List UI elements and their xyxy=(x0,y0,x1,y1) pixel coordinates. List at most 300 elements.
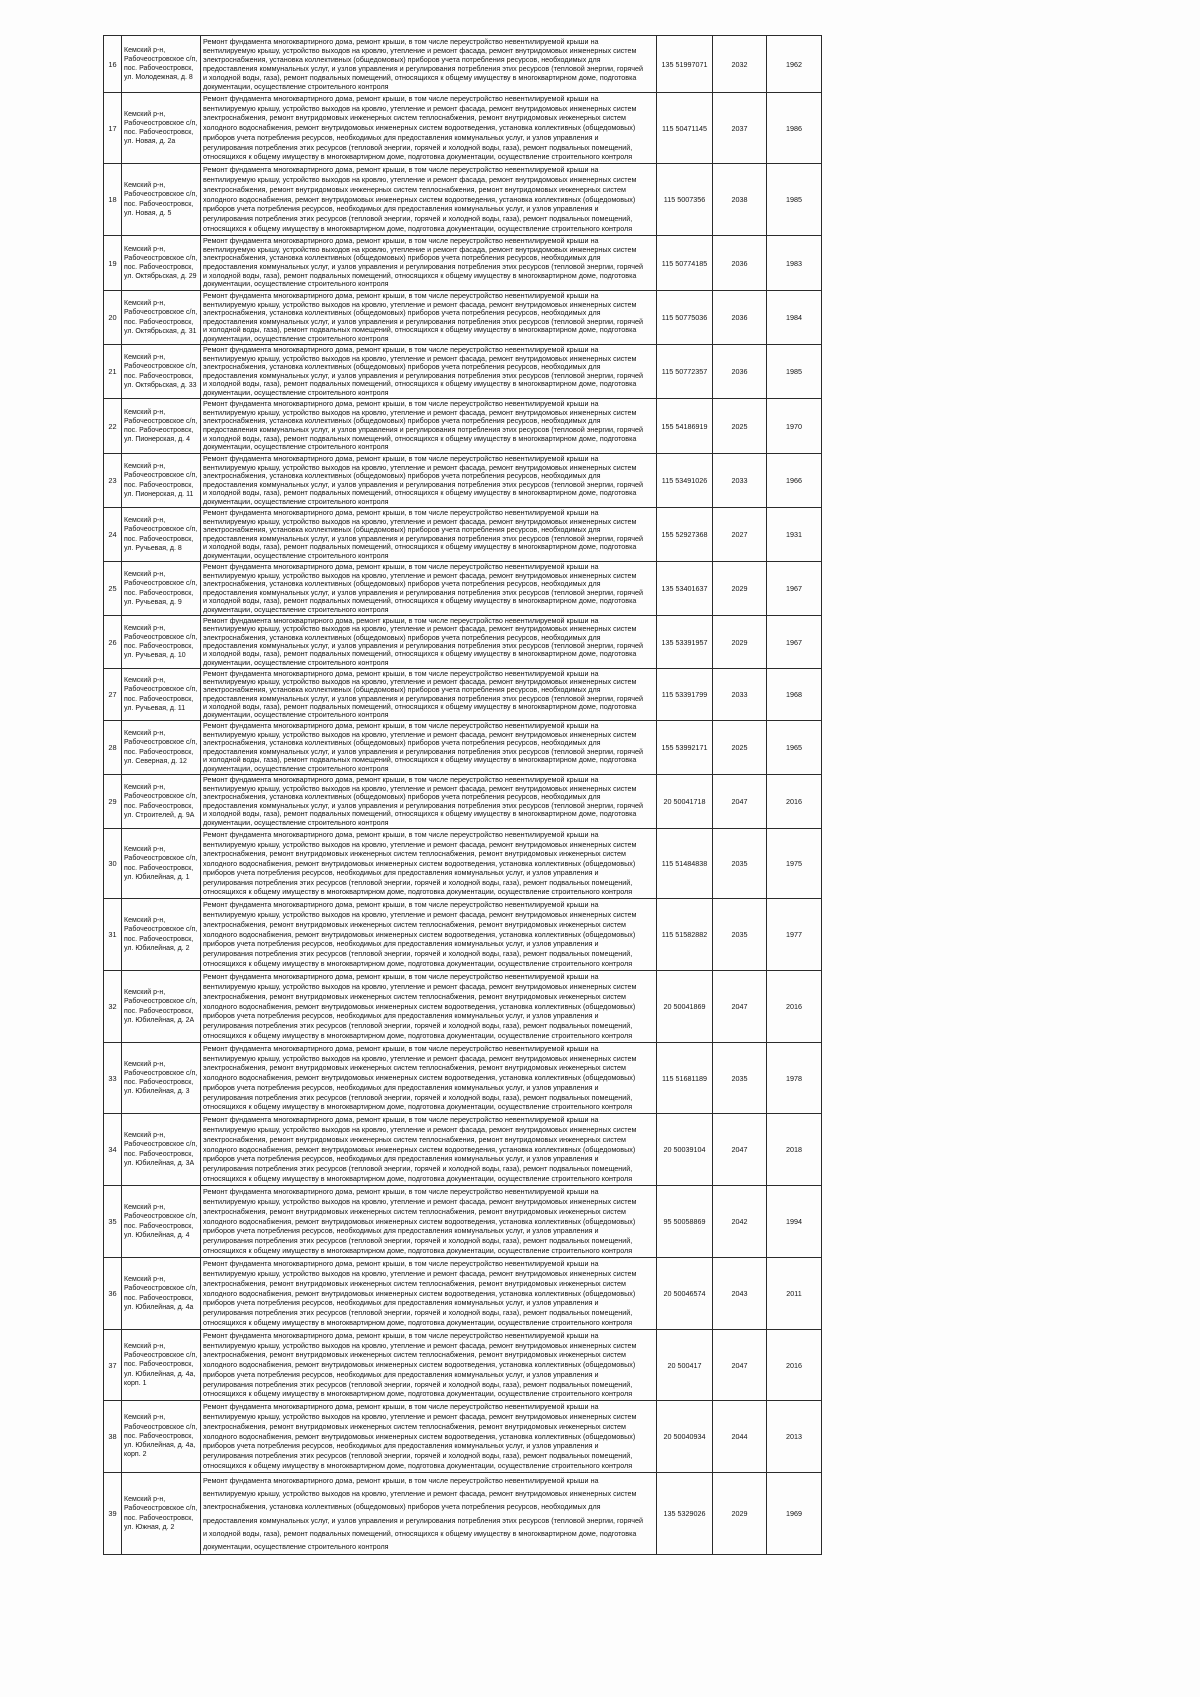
works-line: вентилируемую крышу, устройство выходов на кровлю, утепление и ремонт фасада, ремонт внутридомовых инженерных систем xyxy=(203,1124,637,1134)
works-line: регулирования потребления этих ресурсов (тепловой энергии, горячей и холодной воды, газа), ремонт подвальных помещений, xyxy=(203,1164,633,1174)
address-line: Рабочеостровское с/п, xyxy=(124,1285,198,1293)
address-line: Рабочеостровское с/п, xyxy=(124,686,198,694)
amount-cell: 155 53992171 xyxy=(657,721,713,774)
address-line: ул. Юбилейная, д. 3А xyxy=(124,1159,195,1167)
works-line: приборов учета потребления ресурсов, необходимых для предоставления коммунальных услуг, и узлов управления и xyxy=(203,204,599,214)
address-line: пос. Рабочеостровск, xyxy=(124,748,194,756)
works-description-cell xyxy=(201,1043,657,1113)
works-line: приборов учета потребления ресурсов, необходимых для предоставления коммунальных услуг, и узлов управления и xyxy=(203,1154,599,1164)
address-line: Кемский р-н, xyxy=(124,182,166,190)
table-row xyxy=(104,1043,822,1114)
works-line: электроснабжения, ремонт внутридомовых инженерных систем теплоснабжения, ремонт внутридомовых инженерных систем xyxy=(203,184,626,194)
works-line: Ремонт фундамента многоквартирного дома, ремонт крыши, в том числе переустройство невентилируемой крыши на xyxy=(203,1475,599,1485)
works-line: предоставления коммунальных услуг, и узлов управления и регулирования потребления этих ресурсов (тепловой энергии, горячей xyxy=(203,694,644,703)
address-line: Кемский р-н, xyxy=(124,917,166,925)
works-line: документации, осуществление строительного контроля xyxy=(203,710,389,719)
amount-cell: 20 50041869 xyxy=(657,971,713,1042)
works-line: регулирования потребления этих ресурсов (тепловой энергии, горячей и холодной воды, газа), ремонт подвальных помещений, xyxy=(203,1379,633,1389)
works-description-cell xyxy=(201,829,657,898)
built-year-cell: 1962 xyxy=(767,36,822,92)
planned-year-cell: 2036 xyxy=(713,236,767,290)
works-line: относящихся к общему имуществу в многоквартирном доме, подготовка документации, осуществление строительного контроля xyxy=(203,887,633,897)
works-line: регулирования потребления этих ресурсов (тепловой энергии, горячей и холодной воды, газа), ремонт подвальных помещений, xyxy=(203,214,633,224)
works-line: относящихся к общему имуществу в многоквартирном доме, подготовка документации, осуществление строительного контроля xyxy=(203,1031,633,1041)
address-line: корп. 1 xyxy=(124,1379,147,1387)
planned-year-cell: 2033 xyxy=(713,454,767,507)
works-line: документации, осуществление строительного контроля xyxy=(203,818,389,827)
address-line: ул. Ручьевая, д. 9 xyxy=(124,598,182,606)
address-line: Рабочеостровское с/п, xyxy=(124,855,198,863)
works-description-cell xyxy=(201,454,657,507)
works-line: Ремонт фундамента многоквартирного дома, ремонт крыши, в том числе переустройство невентилируемой крыши на xyxy=(203,455,599,463)
works-line: холодного водоснабжения, ремонт внутридомовых инженерных систем водоотведения, установка коллективных (общедомовых) xyxy=(203,1216,636,1226)
works-line: предоставления коммунальных услуг, и узлов управления и регулирования потребления этих ресурсов (тепловой энергии, горячей xyxy=(203,263,644,271)
address-cell xyxy=(122,562,201,615)
amount-cell: 95 50058869 xyxy=(657,1186,713,1257)
address-line: пос. Рабочеостровск, xyxy=(124,535,194,543)
address-line: Рабочеостровское с/п, xyxy=(124,472,198,480)
address-line: пос. Рабочеостровск, xyxy=(124,65,194,72)
address-line: ул. Октябрьская, д. 29 xyxy=(124,273,197,281)
works-line: электроснабжения, установка коллективных (общедомовых) приборов учета потребления ресурсов, необходимых для xyxy=(203,417,601,426)
works-line: Ремонт фундамента многоквартирного дома, ремонт крыши, в том числе переустройство невентилируемой крыши на xyxy=(203,563,599,571)
table-row xyxy=(104,616,822,669)
address-line: пос. Рабочеостровск, xyxy=(124,643,194,650)
row-number: 34 xyxy=(104,1114,122,1185)
address-line: Рабочеостровское с/п, xyxy=(124,191,198,199)
amount-cell: 115 51582882 xyxy=(657,899,713,970)
built-year-cell: 1985 xyxy=(767,345,822,398)
address-line: пос. Рабочеостровск, xyxy=(124,1361,194,1369)
amount-cell: 115 51681189 xyxy=(657,1043,713,1113)
works-line: приборов учета потребления ресурсов, необходимых для предоставления коммунальных услуг, и узлов управления и xyxy=(203,1298,599,1308)
built-year-cell: 1994 xyxy=(767,1186,822,1257)
planned-year-cell: 2035 xyxy=(713,829,767,898)
built-year-cell: 1985 xyxy=(767,164,822,235)
row-number: 25 xyxy=(104,562,122,615)
works-line: предоставления коммунальных услуг, и узлов управления и регулирования потребления этих ресурсов (тепловой энергии, горячей xyxy=(203,534,644,543)
row-number: 17 xyxy=(104,93,122,163)
address-line: ул. Юбилейная, д. 4 xyxy=(124,1231,190,1239)
planned-year-cell: 2035 xyxy=(713,899,767,970)
address-line: пос. Рабочеостровск, xyxy=(124,1079,194,1086)
works-line: вентилируемую крышу, устройство выходов на кровлю, утепление и ремонт фасада, ремонт внутридомовых инженерных систем xyxy=(203,981,637,991)
works-line: вентилируемую крышу, устройство выходов на кровлю, утепление и ремонт фасада, ремонт внутридомовых инженерных систем xyxy=(203,174,637,184)
amount-cell: 115 5007356 xyxy=(657,164,713,235)
table-row xyxy=(104,1473,822,1555)
works-line: вентилируемую крышу, устройство выходов на кровлю, утепление и ремонт фасада, ремонт внутридомовых инженерных систем xyxy=(203,625,637,634)
address-cell xyxy=(122,1186,201,1257)
address-line: пос. Рабочеостровск, xyxy=(124,1007,194,1015)
row-number: 18 xyxy=(104,164,122,235)
row-number: 30 xyxy=(104,829,122,898)
address-line: Кемский р-н, xyxy=(124,730,166,738)
works-line: вентилируемую крышу, устройство выходов на кровлю, утепление и ремонт фасада, ремонт внутридомовых инженерных систем xyxy=(203,354,637,363)
works-line: электроснабжения, установка коллективных (общедомовых) приборов учета потребления ресурсов, необходимых для xyxy=(203,472,601,480)
row-number: 23 xyxy=(104,454,122,507)
planned-year-cell: 2044 xyxy=(713,1401,767,1472)
built-year-cell: 1978 xyxy=(767,1043,822,1113)
built-year-cell: 1969 xyxy=(767,1473,822,1554)
table-row xyxy=(104,1258,822,1330)
address-line: Рабочеостровское с/п, xyxy=(124,1352,198,1360)
address-line: ул. Юбилейная, д. 2 xyxy=(124,944,190,952)
works-line: и холодной воды, газа), ремонт подвальных помещений, относящихся к общему имуществу в многоквартирном доме, подготовка xyxy=(203,1528,637,1538)
planned-year-cell: 2043 xyxy=(713,1258,767,1329)
works-line: электроснабжения, установка коллективных (общедомовых) приборов учета потребления ресурсов, необходимых для xyxy=(203,363,601,371)
works-line: вентилируемую крышу, устройство выходов на кровлю, утепление и ремонт фасада, ремонт внутридомовых инженерных систем xyxy=(203,1411,637,1421)
works-line: Ремонт фундамента многоквартирного дома, ремонт крыши, в том числе переустройство невентилируемой крыши на xyxy=(203,1043,599,1053)
works-line: и холодной воды, газа), ремонт подвальных помещений, относящихся к общему имуществу в многоквартирном доме, подготовка xyxy=(203,810,637,818)
address-line: Рабочеостровское с/п, xyxy=(124,1069,198,1077)
planned-year-cell: 2025 xyxy=(713,721,767,774)
works-line: Ремонт фундамента многоквартирного дома, ремонт крыши, в том числе переустройство невентилируемой крыши на xyxy=(203,617,599,626)
planned-year-cell: 2047 xyxy=(713,1114,767,1185)
works-line: относящихся к общему имуществу в многоквартирном доме, подготовка документации, осуществление строительного контроля xyxy=(203,1246,633,1256)
works-line: вентилируемую крышу, устройство выходов на кровлю, утепление и ремонт фасада, ремонт внутридомовых инженерных систем xyxy=(203,784,637,793)
row-number: 33 xyxy=(104,1043,122,1113)
amount-cell: 115 51484838 xyxy=(657,829,713,898)
address-line: ул. Ручьевая, д. 10 xyxy=(124,652,186,660)
address-cell xyxy=(122,164,201,235)
works-line: регулирования потребления этих ресурсов (тепловой энергии, горячей и холодной воды, газа), ремонт подвальных помещений, xyxy=(203,949,633,959)
address-line: Рабочеостровское с/п, xyxy=(124,1423,198,1431)
address-cell xyxy=(122,236,201,290)
works-line: и холодной воды, газа), ремонт подвальных помещений, относящихся к общему имуществу в многоквартирном доме, подготовка xyxy=(203,380,637,388)
works-line: Ремонт фундамента многоквартирного дома, ремонт крыши, в том числе переустройство невентилируемой крыши на xyxy=(203,1330,599,1340)
works-description-cell xyxy=(201,164,657,235)
address-line: пос. Рабочеостровск, xyxy=(124,1222,194,1230)
address-line: Рабочеостровское с/п, xyxy=(124,926,198,934)
address-line: Кемский р-н, xyxy=(124,846,166,854)
planned-year-cell: 2035 xyxy=(713,1043,767,1113)
built-year-cell: 2016 xyxy=(767,775,822,828)
address-line: Рабочеостровское с/п, xyxy=(124,363,198,371)
amount-cell: 155 52927368 xyxy=(657,508,713,561)
address-line: пос. Рабочеостровск, xyxy=(124,695,194,703)
address-line: Кемский р-н, xyxy=(124,571,166,579)
works-line: и холодной воды, газа), ремонт подвальных помещений, относящихся к общему имуществу в многоквартирном доме, подготовка xyxy=(203,543,637,551)
works-description-cell xyxy=(201,562,657,615)
works-line: Ремонт фундамента многоквартирного дома, ремонт крыши, в том числе переустройство невентилируемой крыши на xyxy=(203,669,599,678)
built-year-cell: 1967 xyxy=(767,616,822,668)
works-line: холодного водоснабжения, ремонт внутридомовых инженерных систем водоотведения, установка коллективных (общедомовых) xyxy=(203,1288,636,1298)
works-line: холодного водоснабжения, ремонт внутридомовых инженерных систем водоотведения, установка коллективных (общедомовых) xyxy=(203,929,636,939)
table-row xyxy=(104,562,822,616)
address-line: Кемский р-н, xyxy=(124,354,166,362)
address-line: Кемский р-н, xyxy=(124,245,166,253)
works-line: вентилируемую крышу, устройство выходов на кровлю, утепление и ремонт фасада, ремонт внутридомовых инженерных систем xyxy=(203,103,637,113)
works-line: документации, осуществление строительного контроля xyxy=(203,334,389,343)
works-line: относящихся к общему имуществу в многоквартирном доме, подготовка документации, осуществление строительного контроля xyxy=(203,1461,633,1471)
works-line: электроснабжения, ремонт внутридомовых инженерных систем теплоснабжения, ремонт внутридомовых инженерных систем xyxy=(203,1134,626,1144)
address-line: Рабочеостровское с/п, xyxy=(124,1141,198,1149)
amount-cell: 20 50040934 xyxy=(657,1401,713,1472)
works-line: холодного водоснабжения, ремонт внутридомовых инженерных систем водоотведения, установка коллективных (общедомовых) xyxy=(203,1360,636,1370)
built-year-cell: 2011 xyxy=(767,1258,822,1329)
address-line: Кемский р-н, xyxy=(124,1204,166,1212)
row-number: 37 xyxy=(104,1330,122,1400)
planned-year-cell: 2047 xyxy=(713,775,767,828)
works-line: электроснабжения, установка коллективных (общедомовых) приборов учета потребления ресурсов, необходимых для xyxy=(203,309,601,317)
address-line: пос. Рабочеостровск, xyxy=(124,318,194,326)
built-year-cell: 1967 xyxy=(767,562,822,615)
works-line: вентилируемую крышу, устройство выходов на кровлю, утепление и ремонт фасада, ремонт внутридомовых инженерных систем xyxy=(203,463,637,472)
works-line: Ремонт фундамента многоквартирного дома, ремонт крыши, в том числе переустройство невентилируемой крыши на xyxy=(203,1401,599,1411)
row-number: 29 xyxy=(104,775,122,828)
address-line: корп. 2 xyxy=(124,1451,147,1459)
works-line: относящихся к общему имуществу в многоквартирном доме, подготовка документации, осуществление строительного контроля xyxy=(203,224,633,234)
table-row xyxy=(104,1186,822,1258)
address-line: Рабочеостровское с/п, xyxy=(124,580,198,588)
address-cell xyxy=(122,345,201,398)
works-line: холодного водоснабжения, ремонт внутридомовых инженерных систем водоотведения, установка коллективных (общедомовых) xyxy=(203,1431,636,1441)
address-line: ул. Юбилейная, д. 4а xyxy=(124,1303,194,1311)
address-line: Рабочеостровское с/п, xyxy=(124,739,198,747)
works-line: и холодной воды, газа), ремонт подвальных помещений, относящихся к общему имуществу в многоквартирном доме, подготовка xyxy=(203,434,637,443)
works-line: регулирования потребления этих ресурсов (тепловой энергии, горячей и холодной воды, газа), ремонт подвальных помещений, xyxy=(203,1021,633,1031)
works-description-cell xyxy=(201,36,657,92)
works-line: документации, осуществление строительного контроля xyxy=(203,443,389,452)
works-description-cell xyxy=(201,508,657,561)
works-line: электроснабжения, ремонт внутридомовых инженерных систем теплоснабжения, ремонт внутридомовых инженерных систем xyxy=(203,1350,626,1360)
address-line: ул. Ручьевая, д. 8 xyxy=(124,544,182,552)
address-line: Рабочеостровское с/п, xyxy=(124,309,198,317)
built-year-cell: 2013 xyxy=(767,1401,822,1472)
address-line: пос. Рабочеостровск, xyxy=(124,481,194,489)
address-line: Кемский р-н, xyxy=(124,463,166,471)
works-line: приборов учета потребления ресурсов, необходимых для предоставления коммунальных услуг, и узлов управления и xyxy=(203,1082,599,1092)
amount-cell: 135 53401637 xyxy=(657,562,713,615)
works-line: документации, осуществление строительного контроля xyxy=(203,658,389,667)
built-year-cell: 1975 xyxy=(767,829,822,898)
planned-year-cell: 2042 xyxy=(713,1186,767,1257)
row-number: 32 xyxy=(104,971,122,1042)
works-line: Ремонт фундамента многоквартирного дома, ремонт крыши, в том числе переустройство невентилируемой крыши на xyxy=(203,722,599,730)
address-line: ул. Новая, д. 2а xyxy=(124,138,176,146)
works-line: документации, осуществление строительного контроля xyxy=(203,388,389,397)
table-row xyxy=(104,454,822,508)
row-number: 35 xyxy=(104,1186,122,1257)
address-line: ул. Новая, д. 5 xyxy=(124,209,172,217)
planned-year-cell: 2029 xyxy=(713,562,767,615)
planned-year-cell: 2037 xyxy=(713,93,767,163)
works-line: предоставления коммунальных услуг, и узлов управления и регулирования потребления этих ресурсов (тепловой энергии, горячей xyxy=(203,642,644,650)
address-line: Рабочеостровское с/п, xyxy=(124,417,198,425)
address-line: Рабочеостровское с/п, xyxy=(124,998,198,1006)
built-year-cell: 1968 xyxy=(767,669,822,720)
works-line: приборов учета потребления ресурсов, необходимых для предоставления коммунальных услуг, и узлов управления и xyxy=(203,1441,599,1451)
works-line: вентилируемую крышу, устройство выходов на кровлю, утепление и ремонт фасада, ремонт внутридомовых инженерных систем xyxy=(203,46,637,55)
works-line: приборов учета потребления ресурсов, необходимых для предоставления коммунальных услуг, и узлов управления и xyxy=(203,1226,599,1236)
address-line: ул. Молодежная, д. 8 xyxy=(124,74,193,82)
address-line: Кемский р-н, xyxy=(124,110,166,118)
table-row xyxy=(104,721,822,775)
address-line: ул. Юбилейная, д. 3 xyxy=(124,1088,190,1096)
works-line: холодного водоснабжения, ремонт внутридомовых инженерных систем водоотведения, установка коллективных (общедомовых) xyxy=(203,1144,636,1154)
address-line: пос. Рабочеостровск, xyxy=(124,264,194,271)
table-row xyxy=(104,36,822,93)
planned-year-cell: 2027 xyxy=(713,508,767,561)
works-line: холодного водоснабжения, ремонт внутридомовых инженерных систем водоотведения, установка коллективных (общедомовых) xyxy=(203,123,636,133)
address-line: Кемский р-н, xyxy=(124,517,166,525)
built-year-cell: 1977 xyxy=(767,899,822,970)
planned-year-cell: 2036 xyxy=(713,291,767,344)
works-line: вентилируемую крышу, устройство выходов на кровлю, утепление и ремонт фасада, ремонт внутридомовых инженерных систем xyxy=(203,1053,637,1063)
amount-cell: 20 50046574 xyxy=(657,1258,713,1329)
address-line: ул. Строителей, д. 9А xyxy=(124,811,195,819)
table-row xyxy=(104,291,822,345)
works-line: электроснабжения, установка коллективных (общедомовых) приборов учета потребления ресурсов, необходимых для xyxy=(203,1502,601,1512)
works-line: электроснабжения, ремонт внутридомовых инженерных систем теплоснабжения, ремонт внутридомовых инженерных систем xyxy=(203,1206,626,1216)
address-cell xyxy=(122,1401,201,1472)
address-cell xyxy=(122,93,201,163)
table-row xyxy=(104,236,822,291)
works-description-cell xyxy=(201,291,657,344)
address-line: ул. Юбилейная, д. 4а, xyxy=(124,1442,196,1450)
table-row xyxy=(104,164,822,236)
address-line: Рабочеостровское с/п, xyxy=(124,254,198,262)
address-line: Кемский р-н, xyxy=(124,624,166,632)
works-line: холодного водоснабжения, ремонт внутридомовых инженерных систем водоотведения, установка коллективных (общедомовых) xyxy=(203,1073,636,1083)
address-line: Кемский р-н, xyxy=(124,1132,166,1140)
address-line: Рабочеостровское с/п, xyxy=(124,119,198,127)
works-line: предоставления коммунальных услуг, и узлов управления и регулирования потребления этих ресурсов (тепловой энергии, горячей xyxy=(203,801,644,810)
works-line: относящихся к общему имуществу в многоквартирном доме, подготовка документации, осуществление строительного контроля xyxy=(203,1102,633,1112)
table-row xyxy=(104,1401,822,1473)
address-line: Кемский р-н, xyxy=(124,784,166,792)
works-line: документации, осуществление строительного контроля xyxy=(203,1541,389,1551)
address-cell xyxy=(122,616,201,668)
amount-cell: 135 53391957 xyxy=(657,616,713,668)
works-line: вентилируемую крышу, устройство выходов на кровлю, утепление и ремонт фасада, ремонт внутридомовых инженерных систем xyxy=(203,1340,637,1350)
address-cell xyxy=(122,1258,201,1329)
address-line: ул. Южная, д. 2 xyxy=(124,1523,175,1531)
address-cell xyxy=(122,669,201,720)
address-cell xyxy=(122,399,201,453)
table-row xyxy=(104,899,822,971)
table-row xyxy=(104,669,822,721)
built-year-cell: 1984 xyxy=(767,291,822,344)
address-cell xyxy=(122,508,201,561)
works-line: относящихся к общему имуществу в многоквартирном доме, подготовка документации, осуществление строительного контроля xyxy=(203,959,633,969)
amount-cell: 135 51997071 xyxy=(657,36,713,92)
address-line: Кемский р-н, xyxy=(124,1276,166,1284)
works-line: регулирования потребления этих ресурсов (тепловой энергии, горячей и холодной воды, газа), ремонт подвальных помещений, xyxy=(203,1236,633,1246)
row-number: 19 xyxy=(104,236,122,290)
works-line: Ремонт фундамента многоквартирного дома, ремонт крыши, в том числе переустройство невентилируемой крыши на xyxy=(203,971,599,981)
address-cell xyxy=(122,971,201,1042)
table-row xyxy=(104,1114,822,1186)
built-year-cell: 1986 xyxy=(767,93,822,163)
table-row xyxy=(104,508,822,562)
works-line: документации, осуществление строительного контроля xyxy=(203,764,389,773)
works-description-cell xyxy=(201,1114,657,1185)
built-year-cell: 2016 xyxy=(767,1330,822,1400)
address-cell xyxy=(122,1043,201,1113)
row-number: 20 xyxy=(104,291,122,344)
works-line: документации, осуществление строительного контроля xyxy=(203,497,389,506)
works-line: предоставления коммунальных услуг, и узлов управления и регулирования потребления этих ресурсов (тепловой энергии, горячей xyxy=(203,426,644,434)
built-year-cell: 1931 xyxy=(767,508,822,561)
address-cell xyxy=(122,1330,201,1400)
address-line: Рабочеостровское с/п, xyxy=(124,1213,198,1221)
planned-year-cell: 2047 xyxy=(713,971,767,1042)
works-line: предоставления коммунальных услуг, и узлов управления и регулирования потребления этих ресурсов (тепловой энергии, горячей xyxy=(203,747,644,756)
planned-year-cell: 2032 xyxy=(713,36,767,92)
planned-year-cell: 2038 xyxy=(713,164,767,235)
works-line: и холодной воды, газа), ремонт подвальных помещений, относящихся к общему имуществу в многоквартирном доме, подготовка xyxy=(203,489,637,497)
works-line: Ремонт фундамента многоквартирного дома, ремонт крыши, в том числе переустройство невентилируемой крыши на xyxy=(203,399,599,408)
works-line: документации, осуществление строительного контроля xyxy=(203,551,389,560)
address-cell xyxy=(122,454,201,507)
works-description-cell xyxy=(201,1258,657,1329)
address-line: Кемский р-н, xyxy=(124,1496,166,1504)
table-row xyxy=(104,971,822,1043)
address-line: Кемский р-н, xyxy=(124,1414,166,1422)
works-description-cell xyxy=(201,721,657,774)
works-line: Ремонт фундамента многоквартирного дома, ремонт крыши, в том числе переустройство невентилируемой крыши на xyxy=(203,236,599,245)
works-line: электроснабжения, ремонт внутридомовых инженерных систем теплоснабжения, ремонт внутридомовых инженерных систем xyxy=(203,1421,626,1431)
works-description-cell xyxy=(201,1401,657,1472)
works-line: регулирования потребления этих ресурсов (тепловой энергии, горячей и холодной воды, газа), ремонт подвальных помещений, xyxy=(203,142,633,152)
works-line: электроснабжения, установка коллективных (общедомовых) приборов учета потребления ресурсов, необходимых для xyxy=(203,633,601,642)
address-line: пос. Рабочеостровск, xyxy=(124,1514,194,1522)
works-line: электроснабжения, установка коллективных (общедомовых) приборов учета потребления ресурсов, необходимых для xyxy=(203,55,601,64)
works-line: Ремонт фундамента многоквартирного дома, ремонт крыши, в том числе переустройство невентилируемой крыши на xyxy=(203,1258,599,1268)
works-line: вентилируемую крышу, устройство выходов на кровлю, утепление и ремонт фасада, ремонт внутридомовых инженерных систем xyxy=(203,678,637,687)
address-line: пос. Рабочеостровск, xyxy=(124,1150,194,1158)
works-line: вентилируемую крышу, устройство выходов на кровлю, утепление и ремонт фасада, ремонт внутридомовых инженерных систем xyxy=(203,245,637,254)
works-line: относящихся к общему имуществу в многоквартирном доме, подготовка документации, осуществление строительного контроля xyxy=(203,1318,633,1328)
works-line: Ремонт фундамента многоквартирного дома, ремонт крыши, в том числе переустройство невентилируемой крыши на xyxy=(203,829,599,839)
address-line: Рабочеостровское с/п, xyxy=(124,55,198,63)
address-line: Кемский р-н, xyxy=(124,677,166,685)
amount-cell: 115 50774185 xyxy=(657,236,713,290)
address-line: Кемский р-н, xyxy=(124,1342,166,1350)
works-line: предоставления коммунальных услуг, и узлов управления и регулирования потребления этих ресурсов (тепловой энергии, горячей xyxy=(203,317,644,326)
works-table xyxy=(103,35,822,1555)
table-row xyxy=(104,1330,822,1401)
works-line: холодного водоснабжения, ремонт внутридомовых инженерных систем водоотведения, установка коллективных (общедомовых) xyxy=(203,858,636,868)
works-line: приборов учета потребления ресурсов, необходимых для предоставления коммунальных услуг, и узлов управления и xyxy=(203,939,599,949)
works-line: документации, осуществление строительного контроля xyxy=(203,605,389,614)
table-row xyxy=(104,775,822,829)
works-line: вентилируемую крышу, устройство выходов на кровлю, утепление и ремонт фасада, ремонт внутридомовых инженерных систем xyxy=(203,730,637,739)
works-line: и холодной воды, газа), ремонт подвальных помещений, относящихся к общему имуществу в многоквартирном доме, подготовка xyxy=(203,702,637,711)
row-number: 26 xyxy=(104,616,122,668)
works-line: вентилируемую крышу, устройство выходов на кровлю, утепление и ремонт фасада, ремонт внутридомовых инженерных систем xyxy=(203,1196,637,1206)
address-line: Рабочеостровское с/п, xyxy=(124,1505,198,1513)
row-number: 16 xyxy=(104,36,122,92)
address-line: пос. Рабочеостровск, xyxy=(124,589,194,597)
table-row xyxy=(104,399,822,454)
row-number: 21 xyxy=(104,345,122,398)
works-line: регулирования потребления этих ресурсов (тепловой энергии, горячей и холодной воды, газа), ремонт подвальных помещений, xyxy=(203,1092,633,1102)
address-line: ул. Октябрьская, д. 33 xyxy=(124,381,197,389)
works-line: вентилируемую крышу, устройство выходов на кровлю, утепление и ремонт фасада, ремонт внутридомовых инженерных систем xyxy=(203,571,637,580)
address-line: ул. Юбилейная, д. 2А xyxy=(124,1016,195,1024)
works-line: электроснабжения, установка коллективных (общедомовых) приборов учета потребления ресурсов, необходимых для xyxy=(203,254,601,263)
planned-year-cell: 2029 xyxy=(713,1473,767,1554)
address-line: Рабочеостровское с/п, xyxy=(124,526,198,534)
works-line: холодного водоснабжения, ремонт внутридомовых инженерных систем водоотведения, установка коллективных (общедомовых) xyxy=(203,194,636,204)
address-line: ул. Пионерская, д. 11 xyxy=(124,490,194,498)
works-line: и холодной воды, газа), ремонт подвальных помещений, относящихся к общему имуществу в многоквартирном доме, подготовка xyxy=(203,597,637,605)
works-description-cell xyxy=(201,345,657,398)
works-line: и холодной воды, газа), ремонт подвальных помещений, относящихся к общему имуществу в многоквартирном доме, подготовка xyxy=(203,756,637,764)
row-number: 31 xyxy=(104,899,122,970)
